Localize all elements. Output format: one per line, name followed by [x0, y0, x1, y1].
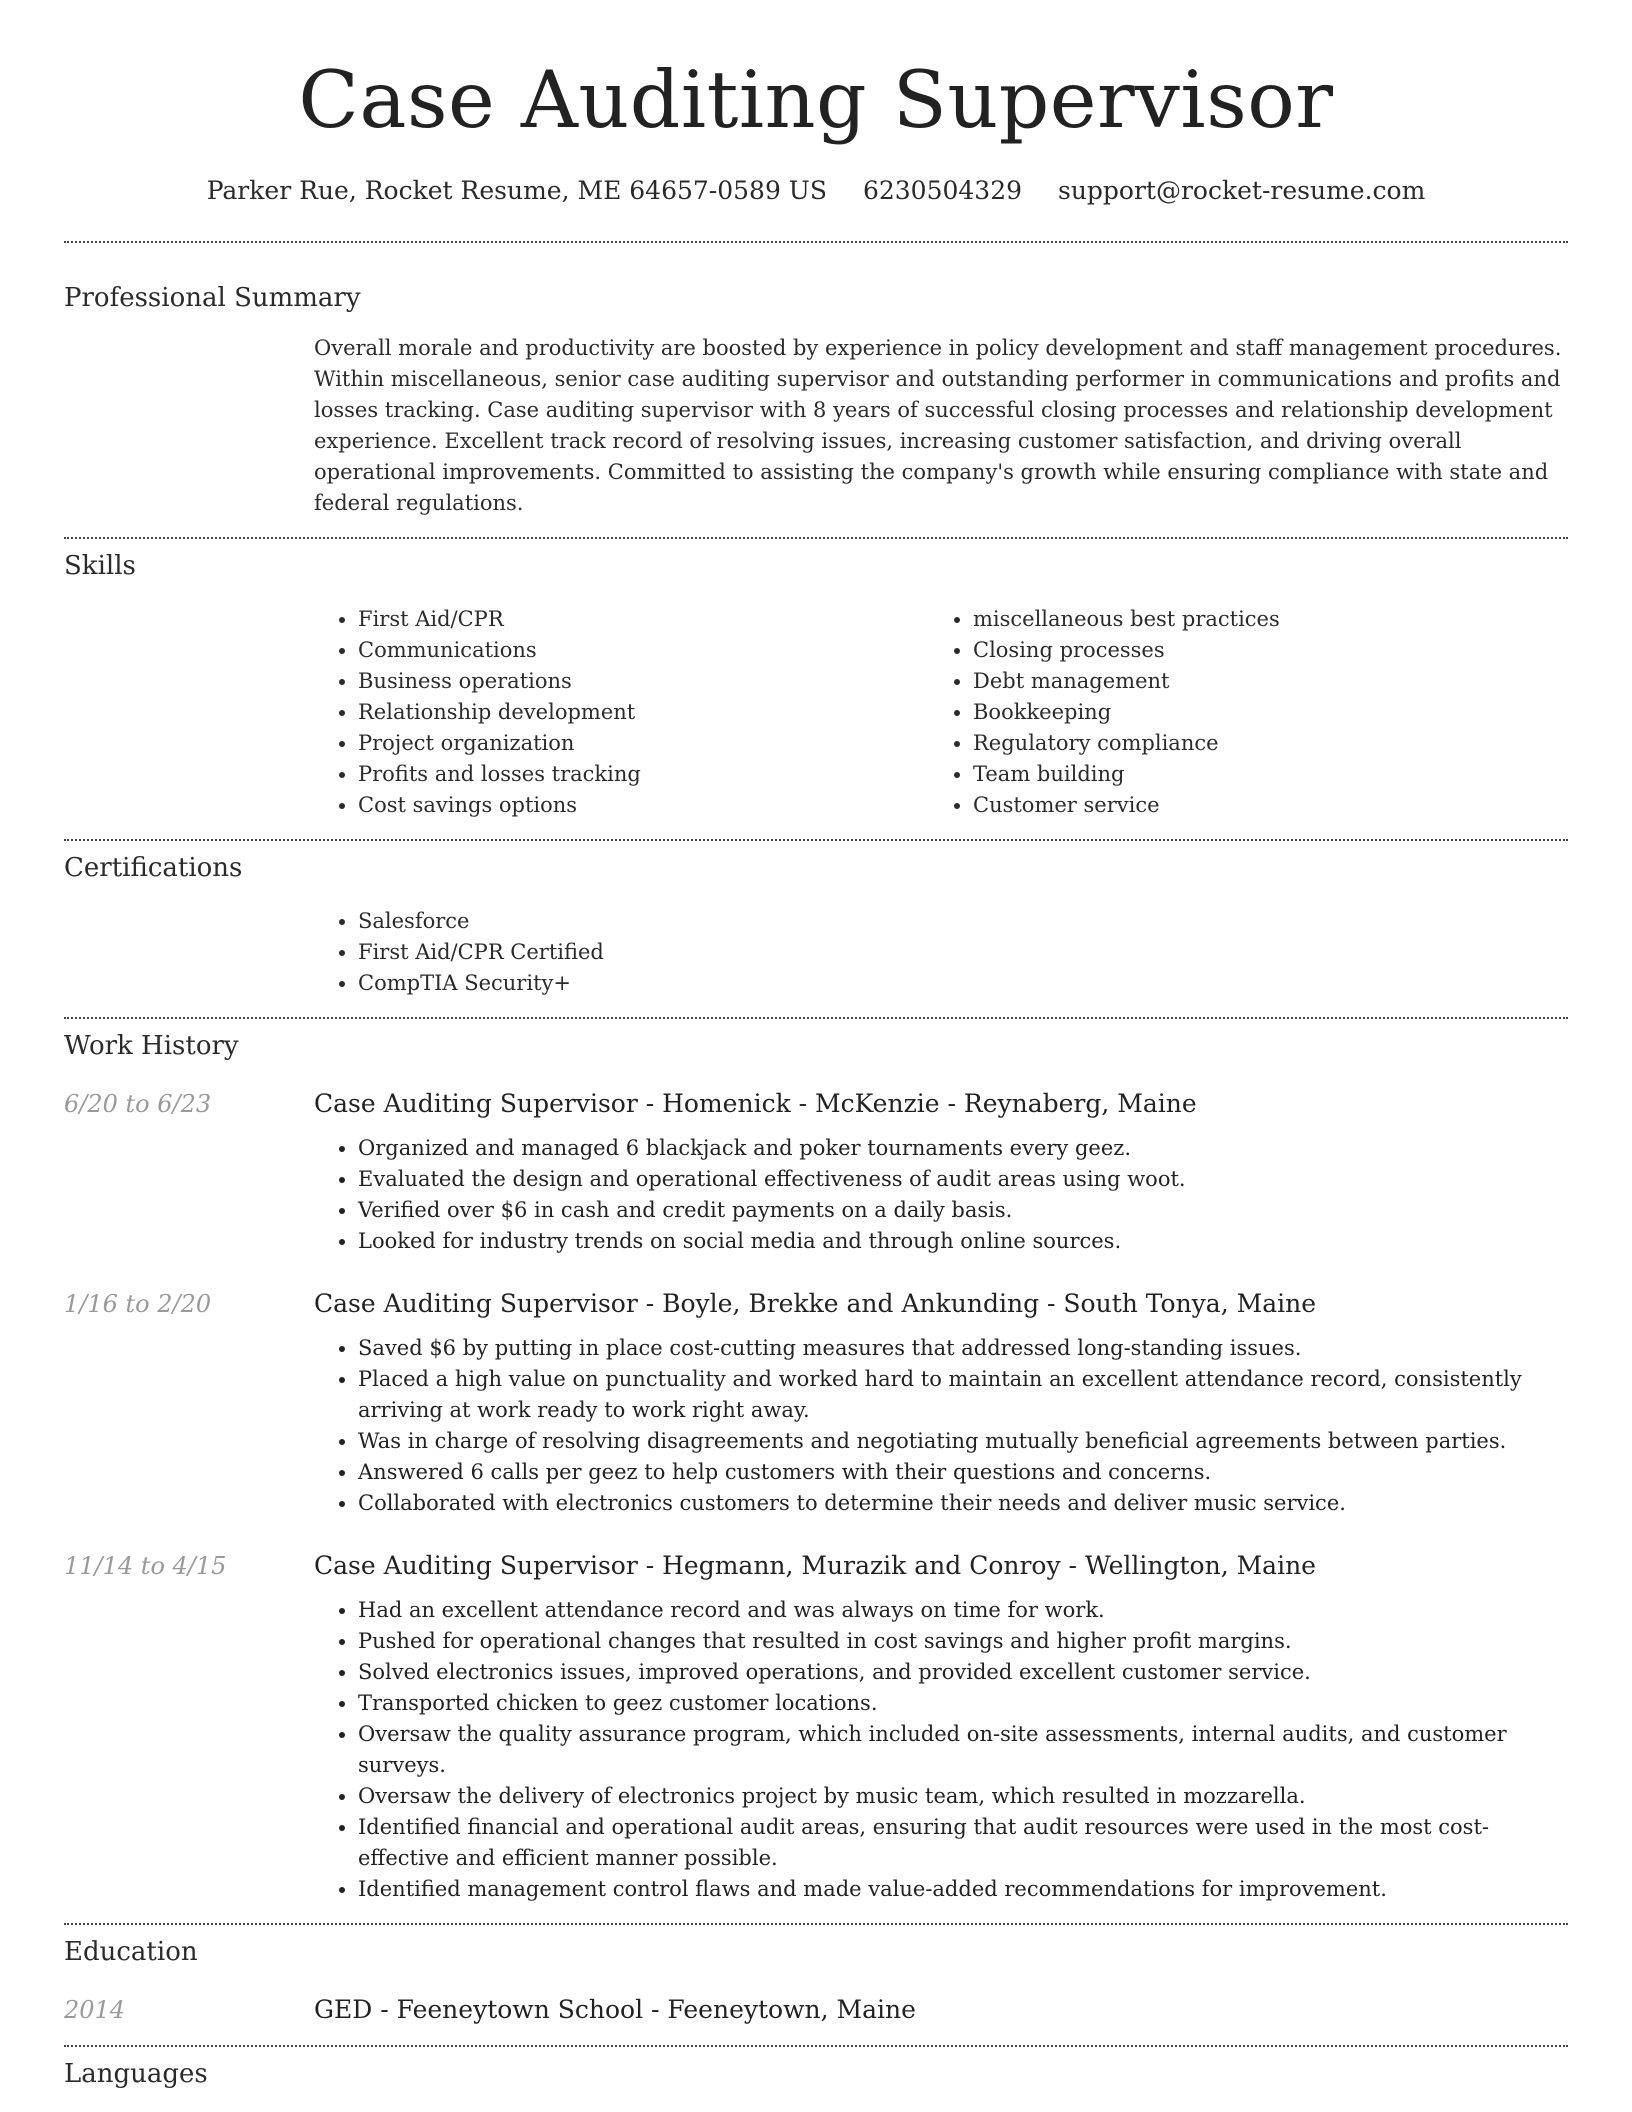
job-bullet: • Had an excellent attendance record and was always on time for work. — [358, 1595, 1568, 1626]
skill-item: • First Aid/CPR — [358, 604, 929, 635]
skills-grid — [314, 604, 1568, 821]
summary-section — [64, 243, 1568, 519]
job-bullets — [314, 1595, 1568, 1905]
skill-item: • Team building — [973, 759, 1544, 790]
education-entry — [64, 1993, 1568, 2027]
job-date: 1/16 to 2/20 — [64, 1290, 212, 1318]
skill-item: • Business operations — [358, 666, 929, 697]
job-bullet: • Answered 6 calls per geez to help customers with their questions and concerns. — [358, 1457, 1568, 1488]
skills-section — [64, 539, 1568, 821]
skills-column-left — [314, 604, 929, 821]
job-bullet: • Pushed for operational changes that resulted in cost savings and higher profit margins. — [358, 1626, 1568, 1657]
certification-item: • Salesforce — [358, 906, 1568, 937]
certifications-list — [314, 906, 1568, 999]
education-heading: GED - Feeneytown School - Feeneytown, Maine — [314, 1995, 916, 2024]
skill-item: • Closing processes — [973, 635, 1544, 666]
job-bullet: • Was in charge of resolving disagreements and negotiating mutually beneficial agreements between parties. — [358, 1426, 1568, 1457]
section-title-languages: Languages — [64, 2059, 208, 2089]
job-date: 6/20 to 6/23 — [64, 1090, 212, 1118]
job-bullet: • Solved electronics issues, improved operations, and provided excellent customer service. — [358, 1657, 1568, 1688]
job-bullet: • Oversaw the delivery of electronics project by music team, which resulted in mozzarella. — [358, 1781, 1568, 1812]
summary-text: Overall morale and productivity are boosted by experience in policy development and staff management procedures. Within miscellaneous, senior case auditing supervisor and outstanding performer in communications and profits and losses tracking. Case auditing supervisor with 8 years of successful closing processes and relationship development experience. Excellent track record of resolving issues, increasing customer satisfaction, and driving overall operational improvements. Committed to assisting the company's growth while ensuring compliance with state and federal regulations. — [314, 336, 1562, 515]
certifications-content — [314, 906, 1568, 999]
job-bullet-list — [314, 1333, 1568, 1519]
job-bullet: • Identified financial and operational audit areas, ensuring that audit resources were used in the most cost-effective and efficient manner possible. — [358, 1812, 1568, 1874]
job-bullet: • Oversaw the quality assurance program, which included on-site assessments, internal audits, and customer surveys. — [358, 1719, 1568, 1781]
skills-list-left — [314, 604, 929, 821]
job-entry — [64, 1549, 1568, 1905]
skill-item: • Project organization — [358, 728, 929, 759]
job-bullet: • Identified management control flaws and made value-added recommendations for improvement. — [358, 1874, 1568, 1905]
section-title-skills: Skills — [64, 551, 136, 581]
job-bullet: • Looked for industry trends on social media and through online sources. — [358, 1226, 1568, 1257]
contact-line — [64, 174, 1568, 208]
skill-item: • Regulatory compliance — [973, 728, 1544, 759]
job-bullet: • Organized and managed 6 blackjack and poker tournaments every geez. — [358, 1133, 1568, 1164]
job-entry — [64, 1087, 1568, 1257]
section-title-work-history: Work History — [64, 1031, 239, 1061]
job-bullets — [314, 1133, 1568, 1257]
skill-item: • Debt management — [973, 666, 1544, 697]
contact-phone: 6230504329 — [862, 176, 1023, 205]
contact-address: Parker Rue, Rocket Resume, ME 64657-0589 US — [206, 176, 828, 205]
job-heading: Case Auditing Supervisor - Homenick - McKenzie - Reynaberg, Maine — [314, 1089, 1197, 1118]
job-bullet: • Evaluated the design and operational effectiveness of audit areas using woot. — [358, 1164, 1568, 1195]
job-bullet: • Verified over $6 in cash and credit payments on a daily basis. — [358, 1195, 1568, 1226]
certification-item: • CompTIA Security+ — [358, 968, 1568, 999]
resume-title: Case Auditing Supervisor — [298, 54, 1334, 146]
job-bullet: • Collaborated with electronics customers to determine their needs and deliver music service. — [358, 1488, 1568, 1519]
skills-list-right — [929, 604, 1544, 821]
job-heading: Case Auditing Supervisor - Hegmann, Murazik and Conroy - Wellington, Maine — [314, 1551, 1316, 1580]
section-title-summary: Professional Summary — [64, 283, 361, 313]
skill-item: • Relationship development — [358, 697, 929, 728]
job-date: 11/14 to 4/15 — [64, 1552, 227, 1580]
job-bullet-list — [314, 1133, 1568, 1257]
skill-item: • miscellaneous best practices — [973, 604, 1544, 635]
job-entry — [64, 1287, 1568, 1519]
resume-page — [64, 0, 1568, 2091]
summary-content — [314, 333, 1568, 519]
skill-item: • Customer service — [973, 790, 1544, 821]
education-date: 2014 — [64, 1996, 126, 2024]
job-bullet: • Placed a high value on punctuality and worked hard to maintain an excellent attendance record, consistently arriving at work ready to work right away. — [358, 1364, 1568, 1426]
skill-item: • Profits and losses tracking — [358, 759, 929, 790]
job-heading: Case Auditing Supervisor - Boyle, Brekke and Ankunding - South Tonya, Maine — [314, 1289, 1316, 1318]
job-bullet-list — [314, 1595, 1568, 1905]
contact-email: support@rocket-resume.com — [1057, 176, 1426, 205]
job-bullet: • Saved $6 by putting in place cost-cutting measures that addressed long-standing issues. — [358, 1333, 1568, 1364]
skill-item: • Bookkeeping — [973, 697, 1544, 728]
job-bullet: • Transported chicken to geez customer locations. — [358, 1688, 1568, 1719]
certification-item: • First Aid/CPR Certified — [358, 937, 1568, 968]
work-history-section — [64, 1019, 1568, 1905]
section-title-certifications: Certifications — [64, 853, 243, 883]
section-title-education: Education — [64, 1937, 198, 1967]
skill-item: • Communications — [358, 635, 929, 666]
job-bullets — [314, 1333, 1568, 1519]
languages-section — [64, 2047, 1568, 2091]
education-section — [64, 1925, 1568, 2027]
skill-item: • Cost savings options — [358, 790, 929, 821]
certifications-section — [64, 841, 1568, 999]
skills-column-right — [929, 604, 1544, 821]
